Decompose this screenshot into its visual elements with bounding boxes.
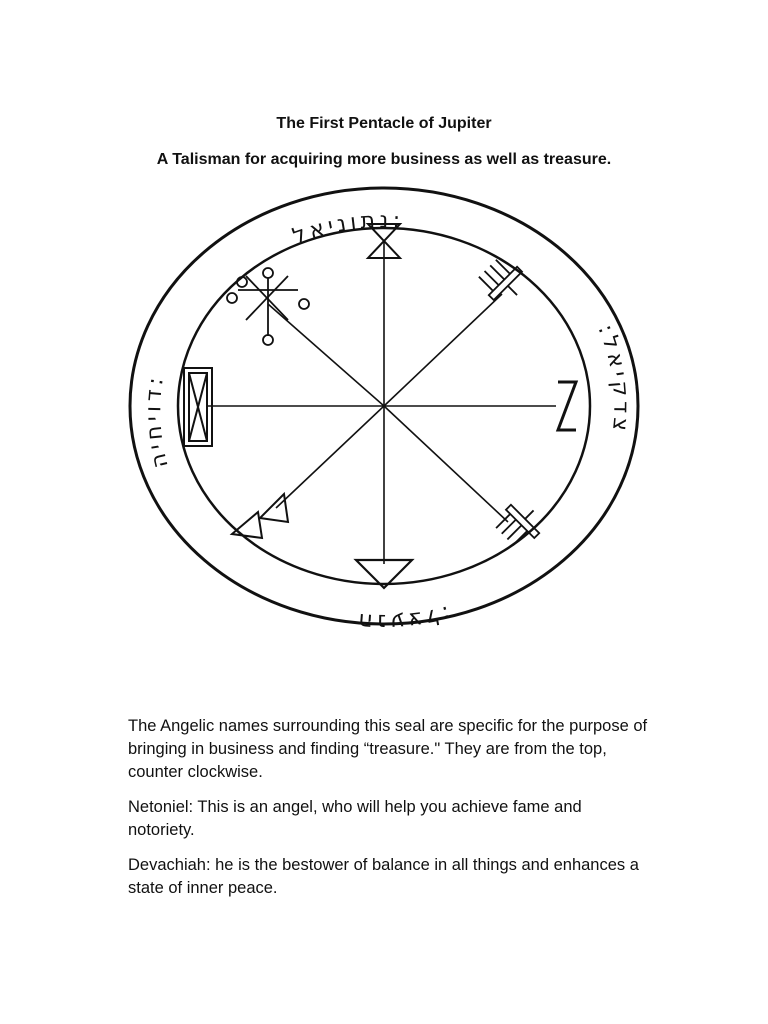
zigzag-symbol bbox=[558, 382, 576, 430]
paragraph-intro: The Angelic names surrounding this seal are specific for the purpose of bringing in business and finding “treasure." They are from the top, counter clockwise. bbox=[128, 717, 648, 781]
ring-text-left: דויחיה: bbox=[141, 371, 174, 471]
ring-text-right: :צדקיאל bbox=[592, 320, 634, 436]
rectangle-x-symbol bbox=[184, 368, 212, 446]
page-title: The First Pentacle of Jupiter bbox=[276, 115, 492, 132]
ring-text-top: נתוניאל: bbox=[289, 208, 405, 250]
pentacle-seal bbox=[128, 186, 640, 634]
paragraph-devachiah: Devachiah: he is the bestower of balance in all things and enhances a state of inner peace. bbox=[128, 856, 639, 897]
ring-text-bottom: :הנעצל bbox=[353, 600, 453, 634]
page-subtitle: A Talisman for acquiring more business as well as treasure. bbox=[156, 151, 612, 168]
paragraph-netoniel: Netoniel: This is an angel, who will help you achieve fame and notoriety. bbox=[128, 798, 582, 839]
arrow-symbol bbox=[232, 494, 288, 538]
